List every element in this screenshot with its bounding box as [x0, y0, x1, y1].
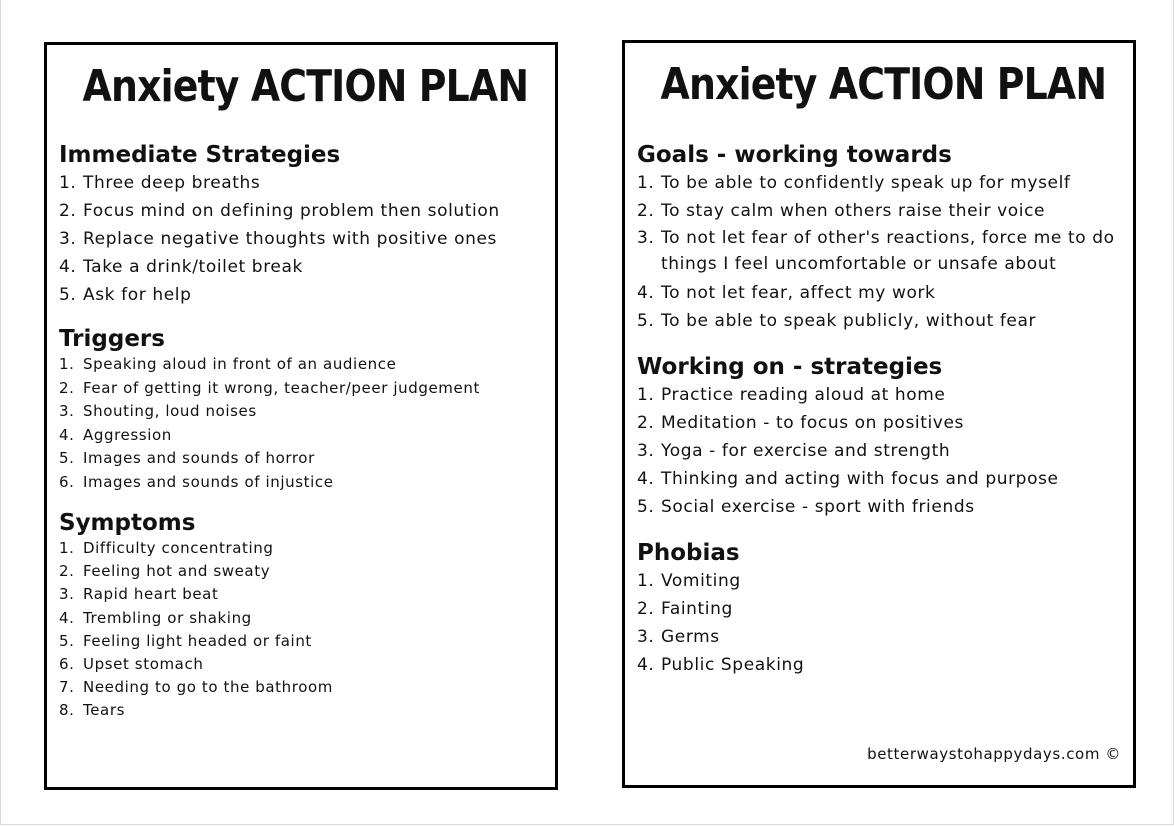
symptoms-section — [59, 509, 547, 723]
list-item — [59, 653, 547, 676]
list-item-number: 1. — [637, 173, 655, 193]
list-item-number: 7. — [59, 678, 75, 697]
list-item-number: 2. — [637, 413, 655, 433]
list-item — [637, 493, 1125, 521]
list-item-number: 4. — [59, 425, 75, 444]
list-item — [637, 595, 1125, 623]
triggers-list — [59, 353, 547, 494]
list-item-number: 2. — [59, 562, 75, 581]
list-item-number: 5. — [59, 631, 75, 650]
list-item — [637, 307, 1125, 335]
list-item — [637, 169, 1125, 197]
list-item-text: Needing to go to the bathroom — [83, 678, 333, 697]
list-item-number: 2. — [637, 599, 655, 619]
goals-list — [637, 169, 1125, 335]
right-card-title: Anxiety ACTION PLAN — [660, 59, 1107, 110]
list-item-number: 5. — [59, 285, 77, 305]
list-item-text: Feeling hot and sweaty — [83, 562, 271, 581]
list-item — [59, 225, 547, 253]
list-item — [637, 197, 1125, 225]
list-item — [637, 567, 1125, 595]
working-on-section — [637, 353, 1125, 521]
left-card-title: Anxiety ACTION PLAN — [82, 61, 529, 112]
list-item-text: Images and sounds of horror — [83, 449, 315, 467]
list-item-number: 3. — [637, 441, 655, 461]
list-item-number: 1. — [59, 355, 75, 373]
list-item-number: 6. — [59, 655, 75, 674]
phobias-list — [637, 567, 1125, 679]
list-item-text: Focus mind on defining problem then solution — [83, 201, 500, 221]
working-on-heading: Working on - strategies — [637, 354, 943, 380]
list-item — [59, 583, 547, 606]
list-item — [59, 400, 547, 424]
list-item-number: 3. — [637, 627, 655, 647]
list-item-text: Vomiting — [661, 571, 741, 591]
list-item-text: Practice reading aloud at home — [661, 385, 946, 405]
list-item — [637, 465, 1125, 493]
list-item-number: 1. — [59, 173, 77, 193]
list-item-text: Shouting, loud noises — [83, 402, 257, 420]
working-on-list — [637, 381, 1125, 521]
list-item-text: Thinking and acting with focus and purpose — [661, 469, 1059, 489]
list-item — [59, 676, 547, 699]
left-action-plan-card — [44, 42, 558, 790]
list-item-number: 6. — [59, 472, 75, 491]
list-item-text: To be able to confidently speak up for myself — [661, 173, 1071, 193]
list-item-number: 3. — [59, 229, 77, 249]
list-item-number: 3. — [637, 228, 655, 248]
goals-section — [637, 141, 1125, 335]
list-item-text: Fear of getting it wrong, teacher/peer judgement — [83, 378, 480, 397]
list-item — [59, 630, 547, 653]
list-item — [637, 279, 1125, 307]
list-item-text: Germs — [661, 627, 720, 647]
list-item-text: Trembling or shaking — [83, 608, 252, 627]
list-item — [59, 353, 547, 377]
list-item-text: Yoga - for exercise and strength — [661, 441, 951, 461]
immediate-strategies-section — [59, 141, 547, 309]
list-item-text: Three deep breaths — [83, 173, 261, 193]
list-item — [59, 281, 547, 309]
phobias-section — [637, 539, 1125, 679]
list-item-number: 2. — [637, 201, 655, 221]
list-item-number: 3. — [59, 585, 75, 604]
list-item — [59, 424, 547, 448]
list-item-text: Take a drink/toilet break — [83, 257, 303, 277]
triggers-heading: Triggers — [59, 326, 165, 352]
symptoms-heading: Symptoms — [59, 510, 196, 536]
right-action-plan-card — [622, 40, 1136, 788]
list-item-text: Upset stomach — [83, 655, 204, 674]
list-item — [637, 437, 1125, 465]
list-item-text: Tears — [83, 701, 126, 720]
list-item-number: 3. — [59, 402, 75, 420]
list-item — [59, 197, 547, 225]
list-item-text: Ask for help — [83, 285, 192, 305]
list-item-number: 4. — [59, 257, 77, 277]
list-item-number: 8. — [59, 701, 75, 720]
symptoms-list — [59, 537, 547, 723]
list-item — [637, 623, 1125, 651]
list-item-text: Meditation - to focus on positives — [661, 413, 964, 433]
phobias-heading: Phobias — [637, 540, 740, 566]
list-item-text: Public Speaking — [661, 655, 805, 675]
list-item-text: Replace negative thoughts with positive ones — [83, 229, 497, 249]
list-item-text: To not let fear of other's reactions, force me to do things I feel uncomfortable or unsafe about — [661, 228, 1115, 274]
list-item-text: Speaking aloud in front of an audience — [83, 355, 397, 373]
list-item — [637, 225, 1125, 277]
list-item — [59, 447, 547, 471]
list-item-number: 5. — [637, 497, 655, 517]
list-item — [59, 699, 547, 722]
list-item — [59, 253, 547, 281]
list-item — [637, 409, 1125, 437]
list-item-number: 4. — [637, 655, 655, 675]
list-item-text: Feeling light headed or faint — [83, 631, 312, 650]
list-item — [637, 651, 1125, 679]
list-item-number: 4. — [59, 608, 75, 627]
list-item — [59, 169, 547, 197]
list-item-text: To not let fear, affect my work — [661, 283, 936, 303]
list-item — [59, 560, 547, 583]
immediate-strategies-heading: Immediate Strategies — [59, 142, 341, 168]
list-item — [59, 471, 547, 495]
immediate-strategies-list — [59, 169, 547, 309]
list-item-text: Rapid heart beat — [83, 585, 219, 604]
list-item-number: 2. — [59, 201, 77, 221]
list-item-number: 4. — [637, 283, 655, 303]
list-item-number: 5. — [637, 311, 655, 331]
list-item-number: 1. — [59, 539, 75, 557]
list-item-number: 1. — [637, 385, 655, 405]
website-credit: betterwaystohappydays.com © — [867, 745, 1121, 763]
list-item-text: Difficulty concentrating — [83, 539, 274, 557]
triggers-section — [59, 325, 547, 494]
list-item — [59, 537, 547, 560]
list-item-text: Social exercise - sport with friends — [661, 497, 975, 517]
list-item-number: 4. — [637, 469, 655, 489]
list-item — [637, 381, 1125, 409]
list-item-text: Aggression — [83, 425, 172, 444]
list-item-text: Images and sounds of injustice — [83, 472, 334, 491]
list-item-text: To be able to speak publicly, without fear — [661, 311, 1037, 331]
list-item-number: 2. — [59, 378, 75, 397]
list-item — [59, 607, 547, 630]
list-item-number: 5. — [59, 449, 75, 467]
goals-heading: Goals - working towards — [637, 142, 952, 168]
list-item-number: 1. — [637, 571, 655, 591]
list-item-text: Fainting — [661, 599, 733, 619]
list-item-text: To stay calm when others raise their voice — [661, 201, 1046, 221]
list-item — [59, 377, 547, 401]
